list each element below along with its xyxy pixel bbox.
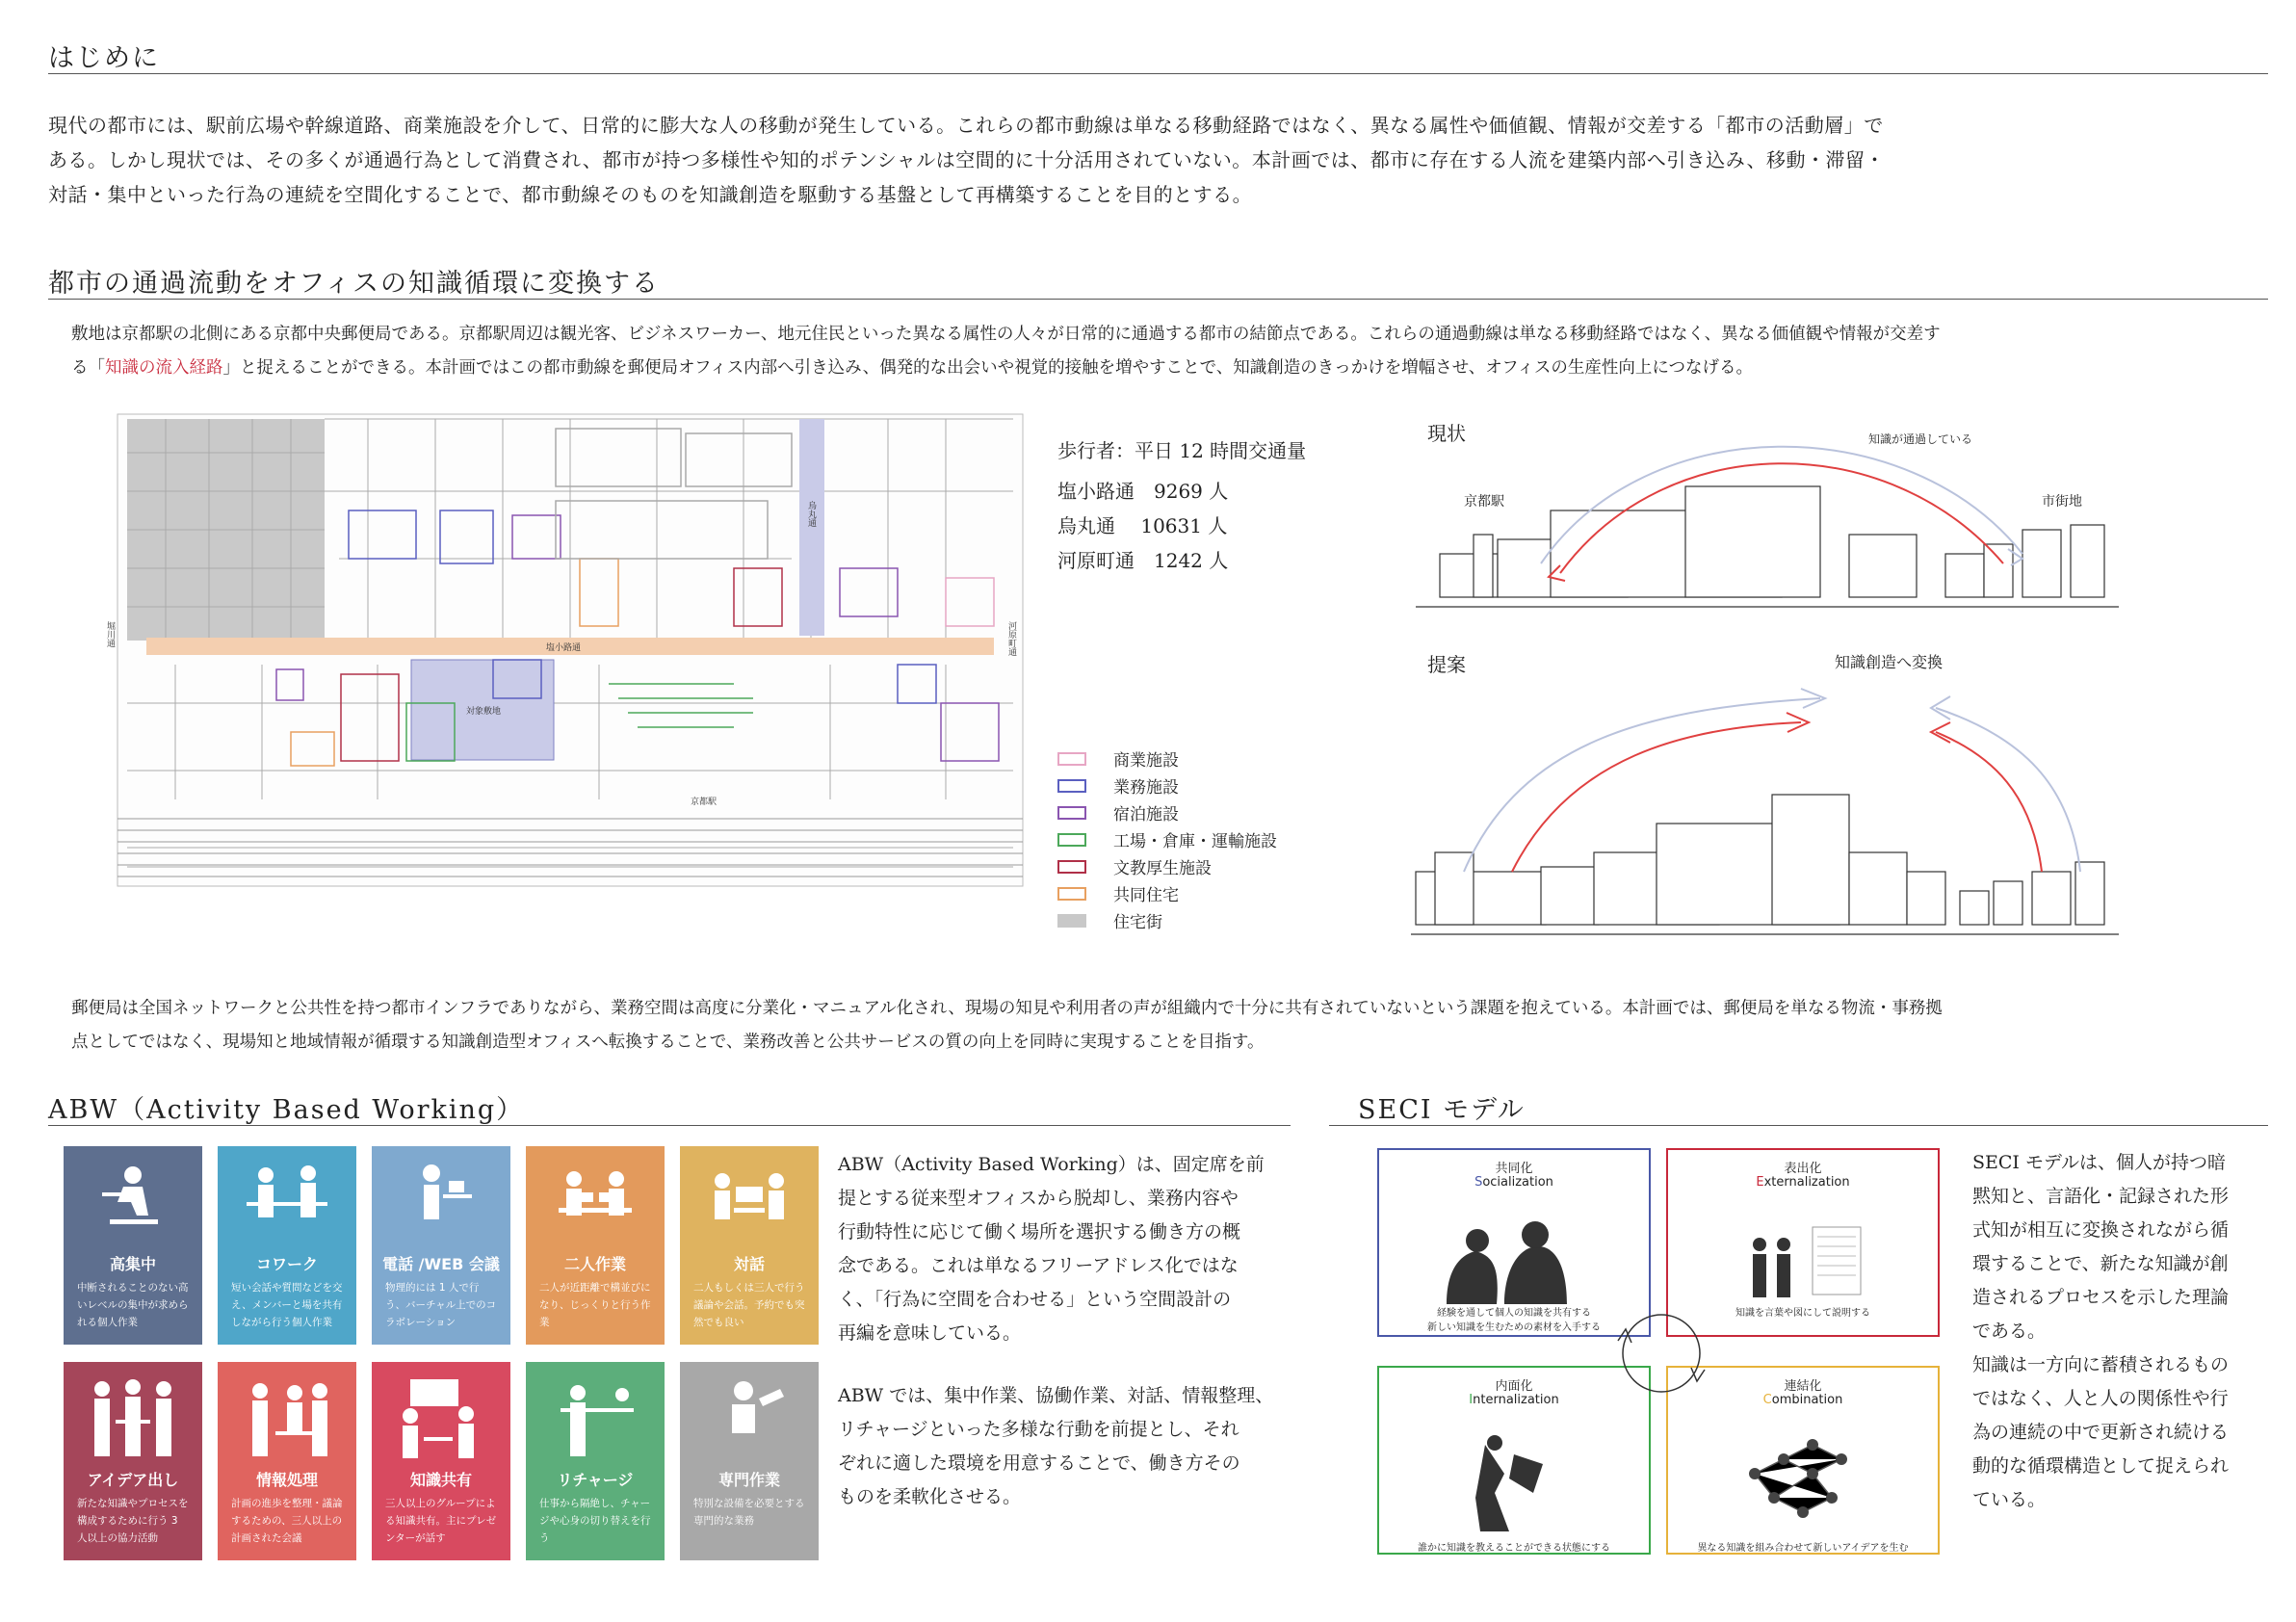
station-label: 京都駅 xyxy=(691,798,718,807)
abw-card xyxy=(526,1362,665,1560)
section3-paragraph xyxy=(71,992,2277,1060)
legend-label: 文教厚生施設 xyxy=(1113,859,1212,878)
seci-initial: C xyxy=(1762,1393,1772,1407)
legend-swatch xyxy=(1057,860,1086,874)
legend-label: 宿泊施設 xyxy=(1113,805,1179,824)
current-label: 現状 xyxy=(1427,422,1466,445)
abw-card-description: 物理的には 1 人で行う、バーチャル上でのコラボレーション xyxy=(385,1282,497,1328)
meeting-icon xyxy=(218,1370,356,1462)
cowork-icon xyxy=(218,1154,356,1246)
legend-swatch xyxy=(1057,833,1086,847)
seci-paragraph xyxy=(1972,1146,2261,1517)
flow-diagram xyxy=(1406,419,2138,939)
seci-rest: ocialization xyxy=(1482,1175,1553,1190)
legend-item xyxy=(1057,854,1212,878)
recharge-icon xyxy=(526,1370,665,1462)
seci-box-title: 連結化 xyxy=(1784,1379,1822,1394)
legend-label: 共同住宅 xyxy=(1113,886,1179,905)
seci-rest: nternalization xyxy=(1473,1393,1559,1407)
seci-rest: xternalization xyxy=(1763,1175,1850,1190)
legend-label: 住宅街 xyxy=(1113,913,1162,932)
seci-line: である。 xyxy=(1972,1321,2047,1342)
street-name: 塩小路通 xyxy=(1057,480,1135,503)
abw-card-title: 電話 /WEB 会議 xyxy=(382,1255,500,1273)
seci-line: 為の連続の中で更新され続ける xyxy=(1972,1422,2230,1443)
station-label: 京都駅 xyxy=(1464,494,1504,510)
traffic-title: 歩行者：平日 12 時間交通量 xyxy=(1057,439,1307,462)
traffic-row xyxy=(1057,543,1306,578)
abw-card xyxy=(64,1146,202,1345)
proposal-label: 提案 xyxy=(1427,653,1466,676)
current-note: 知識が通過している xyxy=(1868,432,1973,446)
abw-card xyxy=(372,1146,510,1345)
legend-label: 業務施設 xyxy=(1113,778,1179,798)
seci-box-title: 表出化 xyxy=(1784,1162,1822,1176)
seci-initial: I xyxy=(1469,1393,1474,1407)
site-map xyxy=(105,414,1023,886)
abw-heading: ABW（Activity Based Working） xyxy=(48,1095,525,1125)
site-label: 対象敷地 xyxy=(466,707,502,717)
intro-paragraph xyxy=(48,108,2263,212)
street-name: 烏丸通 xyxy=(1057,514,1115,537)
seci-line: 造されるプロセスを示した理論 xyxy=(1972,1287,2230,1308)
horikawa-label: 堀川通 xyxy=(105,621,115,647)
traffic-value: 9269 人 xyxy=(1154,480,1229,503)
legend-item xyxy=(1057,908,1162,932)
seci-initial: E xyxy=(1756,1175,1764,1190)
phone-call-icon xyxy=(372,1154,510,1246)
seci-caption: 知識を言葉や図にして説明する xyxy=(1735,1308,1870,1319)
seci-heading: SECI モデル xyxy=(1358,1095,1526,1125)
seci-caption: 異なる知識を組み合わせて新しいアイデアを生む xyxy=(1697,1543,1909,1554)
intro-heading: はじめに xyxy=(48,43,160,73)
traffic-value: 1242 人 xyxy=(1154,549,1229,572)
legend-swatch xyxy=(1057,887,1086,901)
seci-line: 式知が相互に変換されながら循 xyxy=(1972,1219,2230,1241)
abw-card xyxy=(680,1362,819,1560)
abw-card-title: 専門作業 xyxy=(718,1471,780,1489)
seci-caption: 経験を通して個人の知識を共有する 新しい知識を生むための素材を入手する xyxy=(1427,1308,1601,1333)
legend-item xyxy=(1057,827,1277,851)
abw-card-description: 二人もしくは三人で行う議論や会話。予約でも突然でも良い xyxy=(693,1282,805,1328)
seci-line: ている。 xyxy=(1972,1489,2047,1510)
abw-card-description: 特別な設備を必要とする専門的な業務 xyxy=(693,1498,805,1527)
pair-work-icon xyxy=(526,1154,665,1246)
abw-line: 念である。これは単なるフリーアドレス化ではな xyxy=(838,1255,1239,1276)
kawaramachi-label: 河原町通 xyxy=(1006,621,1016,656)
abw-line: ぞれに適した環境を用意することで、働き方その xyxy=(838,1452,1240,1474)
seci-box-subtitle xyxy=(1668,1175,1938,1190)
legend-item xyxy=(1057,773,1179,798)
seci-caption: 誰かに知識を教えることができる状態にする xyxy=(1418,1543,1610,1554)
street-name: 河原町通 xyxy=(1057,549,1135,572)
intro-line: ある。しかし現状では、その多くが通過行為として消費され、都市が持つ多様性や知的ポテンシャルは空間的に十分活用されていない。本計画では、都市に存在する人流を建築内部へ引き込み、移動・滞留・ xyxy=(48,148,1885,171)
text-span: 」と捉えることができる。本計画ではこの都市動線を郵便局オフィス内部へ引き込み、偶発的な出会いや視覚的接触を増やすことで、知識創造のきっかけを増幅させ、オフィスの生産性向上につなげる。 xyxy=(222,358,1753,378)
abw-card-description: 二人が近距離で構並びになり、じっくりと行う作業 xyxy=(539,1282,651,1328)
abw-line: 再編を意味している。 xyxy=(838,1322,1022,1344)
section2-line-2 xyxy=(71,352,2277,385)
abw-card-description: 計画の進歩を整理・議論するための、三人以上の計画された会議 xyxy=(231,1498,343,1544)
seci-line: 動的な循環構造として捉えられ xyxy=(1972,1455,2230,1477)
abw-card-description: 仕事から隔絶し、チャージや心身の切り替えを行う xyxy=(539,1498,651,1544)
abw-card-title: 情報処理 xyxy=(255,1471,318,1489)
abw-line: く、「行為に空間を合わせる」という空間設計の xyxy=(838,1289,1232,1310)
seci-box-title: 内面化 xyxy=(1495,1379,1533,1394)
legend-item xyxy=(1057,800,1179,824)
abw-card-title: アイデア出し xyxy=(87,1471,179,1489)
abw-card-description: 新たな知識やプロセスを構成するために行う 3 人以上の協力活動 xyxy=(77,1498,189,1544)
intro-line: 対話・集中といった行為の連続を空間化することで、都市動線そのものを知識創造を駆動する基盤として再構築することを目的とする。 xyxy=(48,183,1253,206)
abw-card-description: 短い会話や質問などを交え、メンバーと場を共有しながら行う個人作業 xyxy=(231,1282,343,1328)
section2-heading: 都市の通過流動をオフィスの知識循環に変換する xyxy=(48,269,661,299)
abw-card-description: 中断されることのない高いレベルの集中が求められる個人作業 xyxy=(77,1282,189,1328)
abw-line: ABW（Activity Based Working）は、固定席を前 xyxy=(838,1154,1265,1175)
abw-card xyxy=(526,1146,665,1345)
traffic-row xyxy=(1057,509,1306,543)
section3-line: 郵便局は全国ネットワークと公共性を持つ都市インフラでありながら、業務空間は高度に分業化・マニュアル化され、現場の知見や利用者の声が組織内で十分に共有されていないという課題を抱えている。本計画では、郵便局を単なる物流・事務拠 xyxy=(71,999,1943,1018)
seci-initial: S xyxy=(1474,1175,1483,1190)
presentation-icon xyxy=(372,1370,510,1462)
section3-line: 点としてではなく、現場知と地域情報が循環する知識創造型オフィスへ転換することで、業務改善と公共サービスの質の向上を同時に実現することを目指す。 xyxy=(71,1033,1265,1052)
abw-card xyxy=(680,1146,819,1345)
legend-swatch xyxy=(1057,752,1086,766)
section2-paragraph xyxy=(71,318,2277,385)
legend-label: 商業施設 xyxy=(1113,751,1179,771)
proposal-note: 知識創造へ変換 xyxy=(1835,653,1944,671)
intro-line: 現代の都市には、駅前広場や幹線道路、商業施設を介して、日常的に膨大な人の移動が発生している。これらの都市動線は単なる移動経路ではなく、異なる属性や価値観、情報が交差する「都市の活動層」で xyxy=(48,114,1884,137)
legend-swatch xyxy=(1057,914,1086,928)
abw-card-title: コワーク xyxy=(255,1255,318,1273)
seci-box-subtitle xyxy=(1379,1175,1649,1190)
legend-label: 工場・倉庫・運輸施設 xyxy=(1113,832,1277,851)
seci-illustration xyxy=(1668,1406,1942,1541)
karasuma-label: 烏丸通 xyxy=(806,501,816,527)
seci-line: ではなく、人と人の関係性や行 xyxy=(1972,1388,2229,1409)
seci-line: 知識は一方向に蓄積されるもの xyxy=(1972,1354,2230,1375)
seci-line: 環することで、新たな知識が創 xyxy=(1972,1253,2229,1274)
text-span: る「 xyxy=(71,358,105,378)
abw-rule xyxy=(48,1125,1291,1126)
seci-rest: ombination xyxy=(1771,1393,1843,1407)
abw-line: ものを柔軟化させる。 xyxy=(838,1486,1022,1507)
abw-line: 提とする従来型オフィスから脱却し、業務内容や xyxy=(838,1188,1239,1209)
abw-line: ABW では、集中作業、協働作業、対話、情報整理、 xyxy=(838,1385,1274,1406)
abw-card xyxy=(218,1362,356,1560)
seci-illustration xyxy=(1379,1406,1653,1541)
shiokoji-label: 塩小路通 xyxy=(546,643,582,653)
abw-card-title: 知識共有 xyxy=(409,1471,472,1489)
knowledge-inflow-highlight: 知識の流入経路 xyxy=(105,358,223,378)
legend-swatch xyxy=(1057,779,1086,793)
seci-line: 黙知と、言語化・記録された形 xyxy=(1972,1186,2230,1207)
abw-card-title: リチャージ xyxy=(557,1471,634,1489)
section2-line: 敷地は京都駅の北側にある京都中央郵便局である。京都駅周辺は観光客、ビジネスワーカー、地元住民といった異なる属性の人々が日常的に通過する都市の結節点である。これらの通過動線は単なる移動経路ではなく、異なる価値観や情報が交差す xyxy=(71,325,1941,344)
seci-box-title: 共同化 xyxy=(1495,1162,1533,1176)
legend-swatch xyxy=(1057,806,1086,820)
abw-paragraph-2 xyxy=(838,1379,1300,1514)
legend-item xyxy=(1057,746,1179,771)
abw-paragraph-1 xyxy=(838,1148,1300,1350)
seci-cycle-icon xyxy=(1608,1300,1714,1406)
abw-line: 行動特性に応じて働く場所を選択する働き方の概 xyxy=(838,1221,1241,1243)
seci-line: SECI モデルは、個人が持つ暗 xyxy=(1972,1152,2227,1173)
abw-line: リチャージといった多様な行動を前提とし、それ xyxy=(838,1419,1239,1440)
brainstorm-icon xyxy=(64,1370,202,1462)
abw-card-title: 対話 xyxy=(733,1255,765,1273)
dialogue-icon xyxy=(680,1154,819,1246)
desk-worker-icon xyxy=(64,1154,202,1246)
downtown-label: 市街地 xyxy=(2042,494,2082,510)
abw-card-description: 三人以上のグループによる知識共有。主にプレゼンターが話す xyxy=(385,1498,497,1544)
seci-rule xyxy=(1329,1125,2268,1126)
specialist-icon xyxy=(680,1370,819,1462)
karasuma-road xyxy=(799,419,824,636)
traffic-value: 10631 人 xyxy=(1140,514,1228,537)
abw-card xyxy=(218,1146,356,1345)
traffic-row xyxy=(1057,474,1306,509)
intro-rule xyxy=(48,73,2268,74)
traffic-info xyxy=(1057,433,1306,578)
section2-rule xyxy=(48,299,2268,300)
legend-item xyxy=(1057,881,1179,905)
abw-card xyxy=(372,1362,510,1560)
abw-card-title: 二人作業 xyxy=(563,1255,626,1273)
abw-card-title: 高集中 xyxy=(109,1255,156,1273)
abw-card xyxy=(64,1362,202,1560)
